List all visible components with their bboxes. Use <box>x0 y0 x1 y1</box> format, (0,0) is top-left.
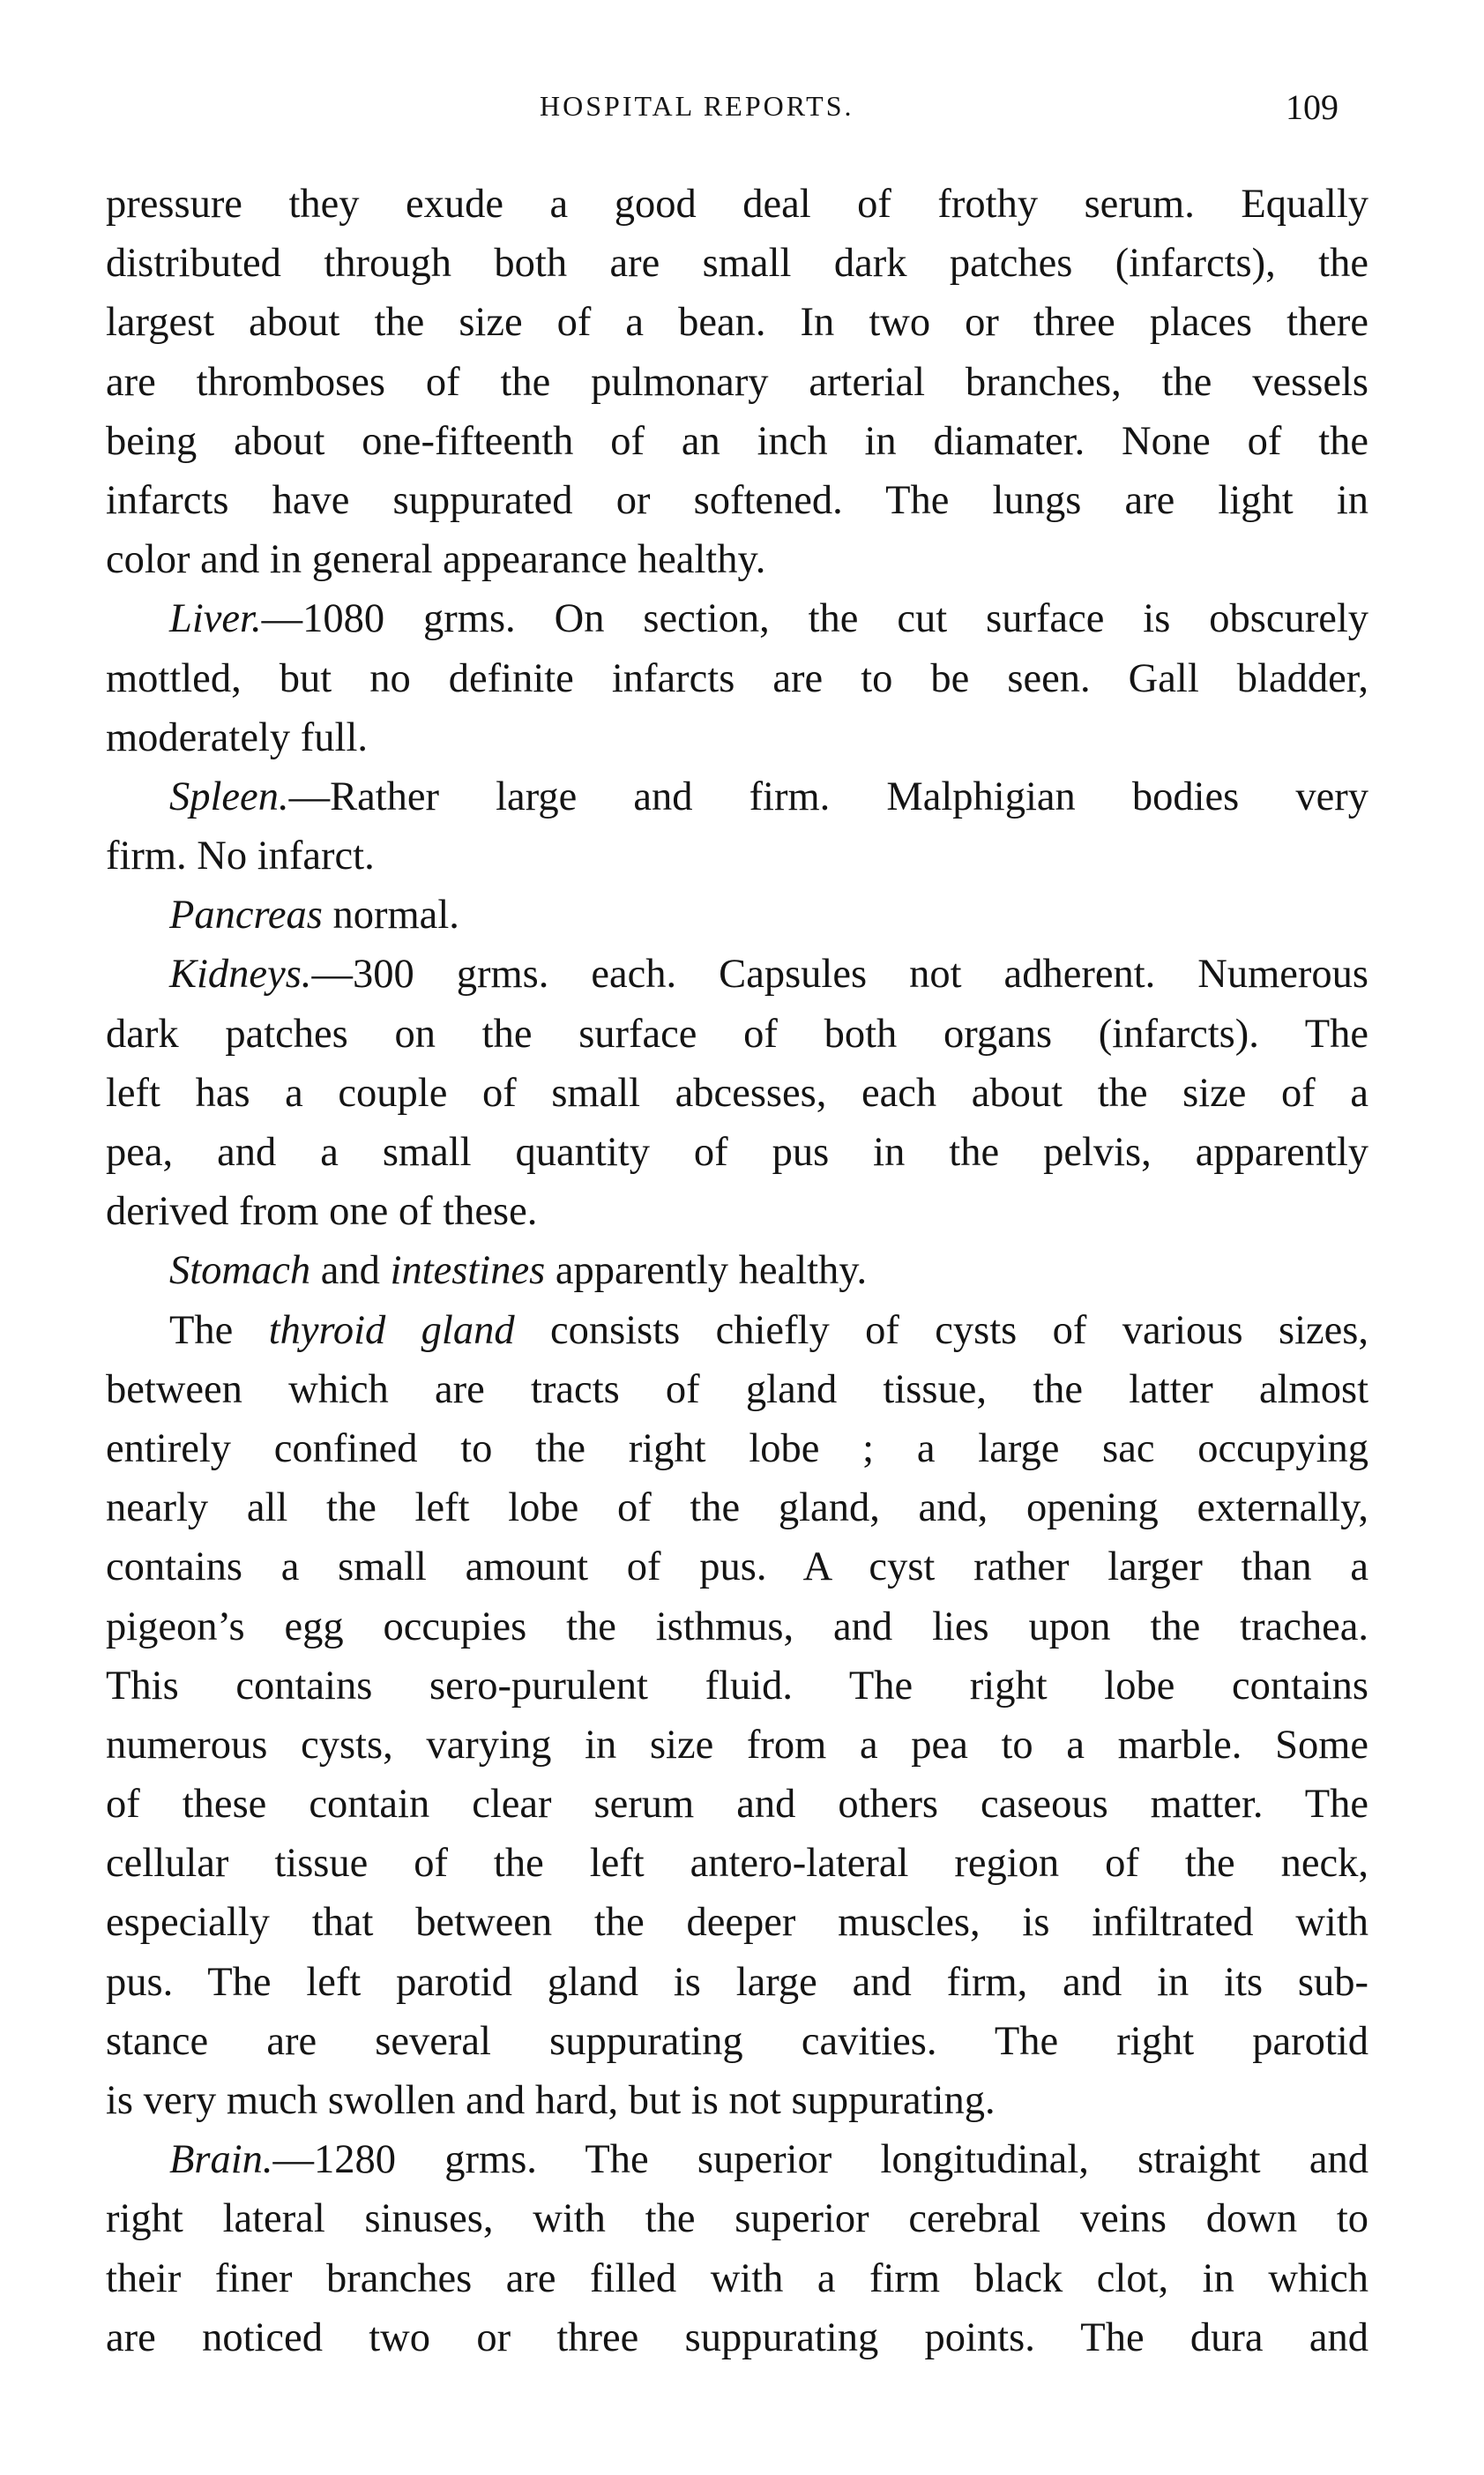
text-line <box>106 2012 1368 2071</box>
text-run: pus. The left parotid gland is large and firm, and in its sub- <box>106 1959 1368 2005</box>
text-run: cellular tissue of the left antero-lateral region of the neck, <box>106 1841 1368 1887</box>
text-run: color and in general appearance healthy. <box>106 537 766 583</box>
text-line <box>106 826 1368 886</box>
text-line <box>106 886 1368 945</box>
text-run: pigeon’s egg occupies the isthmus, and lies upon the trachea. <box>106 1604 1368 1649</box>
text-line <box>106 649 1368 708</box>
text-run: normal. <box>322 893 459 938</box>
text-run: contains a small amount of pus. A cyst rather larger than a <box>106 1544 1368 1590</box>
text-line <box>106 412 1368 471</box>
text-run: This contains sero-purulent fluid. The right lobe contains <box>106 1663 1368 1709</box>
italic-term: Spleen. <box>169 774 289 819</box>
text-line <box>106 1953 1368 2012</box>
text-line <box>106 1182 1368 1241</box>
text-line <box>106 293 1368 352</box>
italic-term: intestines <box>390 1248 546 1294</box>
text-run: infarcts have suppurated or softened. The lungs are light in <box>106 477 1368 523</box>
text-line <box>106 2249 1368 2308</box>
text-run: consists chiefly of cysts of various sizes, <box>514 1307 1368 1353</box>
text-run: dark patches on the surface of both organs (infarcts). The <box>106 1011 1368 1057</box>
text-run: —1080 grms. On section, the cut surface is obscurely <box>261 596 1368 642</box>
text-run: are thromboses of the pulmonary arterial branches, the vessels <box>106 359 1368 405</box>
italic-term: Liver. <box>169 596 262 642</box>
text-line <box>106 1775 1368 1834</box>
text-run: entirely confined to the right lobe ; a large sac occupying <box>106 1425 1368 1471</box>
text-run: mottled, but no definite infarcts are to be seen. Gall bladder, <box>106 655 1368 701</box>
text-line <box>106 589 1368 648</box>
text-run: —300 grms. each. Capsules not adherent. Numerous <box>311 952 1368 998</box>
text-run: being about one-fifteenth of an inch in diamater. None of the <box>106 418 1368 464</box>
text-line <box>106 1597 1368 1656</box>
text-run: numerous cysts, varying in size from a pea to a marble. Some <box>106 1722 1368 1768</box>
text-run: pressure they exude a good deal of frothy serum. Equally <box>106 182 1368 227</box>
text-run: especially that between the deeper muscles, is infiltrated with <box>106 1900 1368 1946</box>
text-line <box>106 767 1368 826</box>
text-line <box>106 708 1368 767</box>
text-run: nearly all the left lobe of the gland, and, opening externally, <box>106 1485 1368 1531</box>
text-line <box>106 234 1368 293</box>
text-run: derived from one of these. <box>106 1189 538 1235</box>
text-run: —Rather large and firm. Malphigian bodies very <box>288 774 1368 819</box>
page-header <box>0 86 1484 139</box>
page-number: 109 <box>1286 87 1339 127</box>
text-line <box>106 1716 1368 1775</box>
text-line <box>106 2189 1368 2248</box>
text-line <box>106 1241 1368 1300</box>
text-line <box>106 530 1368 589</box>
body-text <box>106 175 1368 2367</box>
text-run: is very much swollen and hard, but is not suppurating. <box>106 2078 996 2123</box>
text-run: The <box>169 1307 269 1353</box>
text-line <box>106 1301 1368 1360</box>
text-run: —1280 grms. The superior longitudinal, straight and <box>272 2137 1368 2183</box>
text-line <box>106 2130 1368 2189</box>
text-line <box>106 2071 1368 2130</box>
text-line <box>106 945 1368 1004</box>
text-run: pea, and a small quantity of pus in the pelvis, apparently <box>106 1130 1368 1175</box>
text-line <box>106 1893 1368 1952</box>
text-run: and <box>310 1248 391 1294</box>
text-line <box>106 1123 1368 1182</box>
running-head: HOSPITAL REPORTS. <box>540 90 854 122</box>
text-line <box>106 1005 1368 1064</box>
text-line <box>106 2308 1368 2367</box>
text-run: apparently healthy. <box>545 1248 868 1294</box>
italic-term: Pancreas <box>169 893 323 938</box>
text-run: of these contain clear serum and others caseous matter. The <box>106 1782 1368 1828</box>
text-run: between which are tracts of gland tissue, the latter almost <box>106 1366 1368 1412</box>
text-line <box>106 1064 1368 1123</box>
text-run: distributed through both are small dark patches (infarcts), the <box>106 241 1368 287</box>
text-run: largest about the size of a bean. In two or three places there <box>106 300 1368 346</box>
text-line <box>106 175 1368 234</box>
text-run: moderately full. <box>106 714 368 760</box>
text-line <box>106 1419 1368 1478</box>
text-run: are noticed two or three suppurating points. The dura and <box>106 2314 1368 2360</box>
italic-term: thyroid gland <box>268 1307 515 1353</box>
italic-term: Brain. <box>169 2137 273 2183</box>
text-line <box>106 471 1368 530</box>
text-run: firm. No infarct. <box>106 834 375 879</box>
text-line <box>106 1834 1368 1893</box>
text-line <box>106 1478 1368 1537</box>
text-run: right lateral sinuses, with the superior cerebral veins down to <box>106 2196 1368 2242</box>
italic-term: Stomach <box>169 1248 311 1294</box>
text-line <box>106 1537 1368 1596</box>
italic-term: Kidneys. <box>169 952 312 998</box>
text-run: stance are several suppurating cavities. The right parotid <box>106 2018 1368 2064</box>
text-line <box>106 1656 1368 1716</box>
text-line <box>106 1360 1368 1419</box>
text-run: left has a couple of small abcesses, each about the size of a <box>106 1070 1368 1116</box>
text-run: their finer branches are filled with a firm black clot, in which <box>106 2255 1368 2301</box>
text-line <box>106 353 1368 412</box>
